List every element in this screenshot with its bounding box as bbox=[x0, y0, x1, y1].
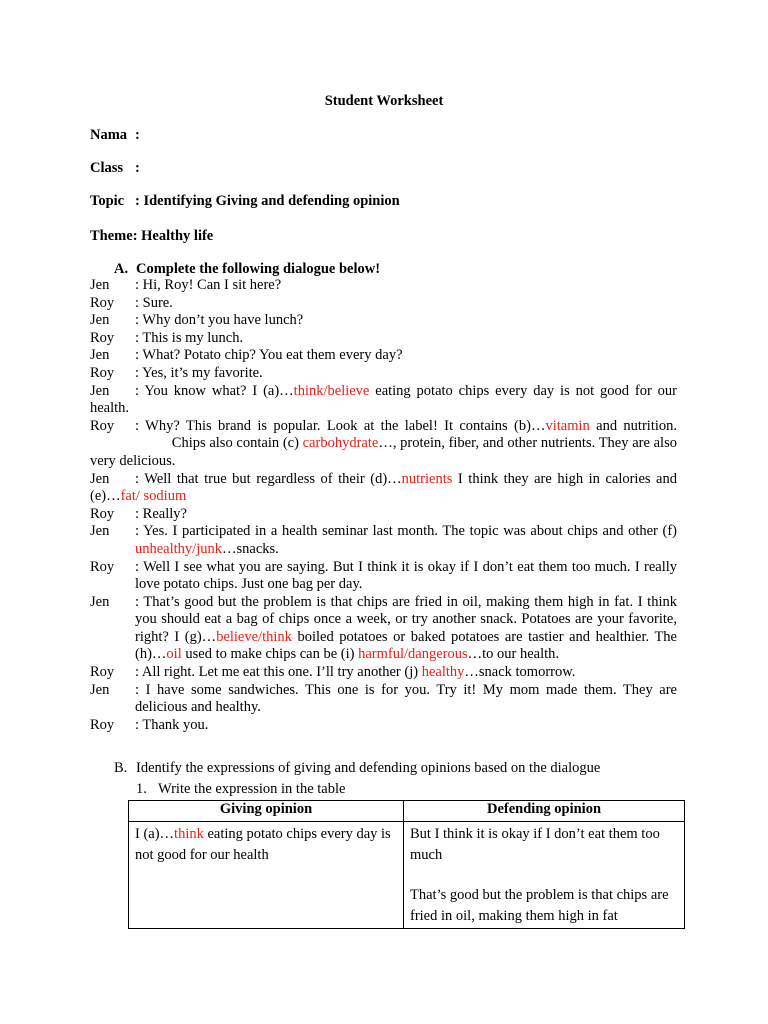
item-number: 1. bbox=[136, 781, 147, 797]
answer-text: carbohydrate bbox=[302, 435, 379, 452]
topic-colon: : bbox=[135, 193, 140, 209]
cell-gap bbox=[410, 865, 678, 885]
dialogue-text: : Why don’t you have lunch? bbox=[135, 312, 304, 329]
dialogue-text: : You know what? I (a)… bbox=[135, 382, 294, 399]
speaker-name: Roy bbox=[90, 664, 115, 681]
nama-row bbox=[90, 127, 140, 144]
defending-opinion-header: Defending opinion bbox=[404, 801, 685, 822]
dialogue-utterance bbox=[135, 523, 677, 558]
speaker-name: Jen bbox=[90, 277, 110, 293]
dialogue-utterance bbox=[135, 664, 677, 682]
section-a-text: Complete the following dialogue below! bbox=[136, 261, 381, 277]
dialogue-text: : That’s good but the problem is that chips are fried in oil, making them high in fat. I think you should eat a bag of chips once a week, or try another snack. Potatoes are your favorite, right? I (g)… bbox=[135, 593, 677, 645]
speaker-name: Roy bbox=[90, 417, 115, 434]
dialogue-text: used to make chips can be (i) bbox=[181, 646, 359, 663]
speaker-name: Roy bbox=[90, 364, 115, 381]
dialogue-line bbox=[90, 383, 677, 418]
section-b-text: Identify the expressions of giving and defending opinions based on the dialogue bbox=[136, 760, 601, 776]
defending-expression-2: That’s good but the problem is that chips are fried in oil, making them high in fat bbox=[410, 887, 669, 924]
dialogue-line bbox=[90, 523, 677, 558]
dialogue-utterance bbox=[90, 383, 677, 418]
dialogue-utterance bbox=[135, 365, 677, 383]
answer-text: nutrients bbox=[401, 470, 453, 487]
giving-opinion-cell bbox=[129, 822, 404, 929]
dialogue-text: : I have some sandwiches. This one is for you. Try it! My mom made them. They are delicious and healthy. bbox=[135, 681, 677, 716]
nama-label: Nama bbox=[90, 127, 128, 143]
dialogue-text: …snacks. bbox=[222, 540, 279, 557]
worksheet-title: Student Worksheet bbox=[324, 93, 444, 109]
dialogue-line bbox=[90, 312, 677, 330]
dialogue-utterance bbox=[135, 347, 677, 365]
topic-value: Identifying Giving and defending opinion bbox=[143, 193, 400, 209]
dialogue-text: eating potato chips every day is not good for our health. bbox=[90, 382, 677, 417]
speaker-name: Jen bbox=[90, 312, 110, 329]
dialogue-line bbox=[90, 682, 677, 717]
dialogue-line bbox=[90, 664, 677, 682]
speaker-name: Jen bbox=[90, 681, 110, 698]
defending-opinion-cell bbox=[404, 822, 685, 929]
dialogue-text: : All right. Let me eat this one. I’ll try another (j) bbox=[135, 664, 422, 681]
answer-text: believe/think bbox=[216, 628, 292, 645]
dialogue-utterance bbox=[135, 506, 677, 524]
dialogue-line bbox=[90, 295, 677, 313]
class-row bbox=[90, 160, 140, 177]
dialogue-line bbox=[90, 347, 677, 365]
dialogue-line bbox=[90, 506, 677, 524]
answer-text: think/believe bbox=[293, 382, 370, 399]
dialogue-text: : Why? This brand is popular. Look at the label! It contains (b)… bbox=[135, 417, 546, 434]
dialogue-text: : Well I see what you are saying. But I think it is okay if I don’t eat them too much. I really love potato chips. Just one bag per day. bbox=[135, 558, 677, 593]
theme-row bbox=[90, 228, 213, 245]
speaker-name: Roy bbox=[90, 294, 115, 311]
section-b-letter: B. bbox=[114, 760, 128, 776]
dialogue bbox=[90, 277, 677, 734]
dialogue-text: : Sure. bbox=[135, 294, 173, 311]
dialogue-text: : Well that true but regardless of their (d)… bbox=[135, 470, 402, 487]
table-row bbox=[129, 822, 685, 929]
dialogue-utterance bbox=[135, 277, 677, 295]
dialogue-line bbox=[90, 717, 677, 735]
speaker-name: Roy bbox=[90, 558, 115, 575]
dialogue-text: : What? Potato chip? You eat them every day? bbox=[135, 347, 403, 364]
dialogue-utterance bbox=[135, 717, 677, 735]
expression-table bbox=[128, 800, 685, 929]
dialogue-text: …to our health. bbox=[467, 646, 560, 663]
table-header-row bbox=[129, 801, 685, 822]
section-a-letter: A. bbox=[114, 261, 129, 277]
dialogue-line bbox=[90, 277, 677, 295]
dialogue-line bbox=[90, 418, 677, 471]
dialogue-line bbox=[90, 559, 677, 594]
item-text: Write the expression in the table bbox=[158, 781, 346, 797]
defending-expression-1: But I think it is okay if I don’t eat them too much bbox=[410, 826, 660, 863]
dialogue-utterance bbox=[135, 312, 677, 330]
dialogue-text: …snack tomorrow. bbox=[464, 664, 576, 681]
answer-text: harmful/dangerous bbox=[358, 646, 468, 663]
dialogue-utterance bbox=[135, 330, 677, 348]
dialogue-line bbox=[90, 365, 677, 383]
dialogue-text: : Thank you. bbox=[135, 716, 209, 733]
answer-text: healthy bbox=[421, 664, 465, 681]
speaker-name: Jen bbox=[90, 347, 110, 364]
dialogue-text: : This is my lunch. bbox=[135, 329, 244, 346]
answer-text: fat/ sodium bbox=[120, 488, 187, 505]
dialogue-utterance bbox=[135, 559, 677, 594]
dialogue-text: and nutrition. Chips also contain (c) bbox=[90, 417, 677, 452]
dialogue-line bbox=[90, 594, 677, 664]
dialogue-line bbox=[90, 471, 677, 506]
theme-colon: : bbox=[132, 228, 138, 244]
dialogue-text: I (a)… bbox=[135, 826, 175, 842]
answer-text: vitamin bbox=[545, 417, 590, 434]
speaker-name: Roy bbox=[90, 329, 115, 346]
giving-opinion-header: Giving opinion bbox=[129, 801, 404, 822]
dialogue-utterance bbox=[135, 594, 677, 664]
dialogue-text: boiled potatoes or baked potatoes are tastier and healthier. The (h)… bbox=[135, 628, 677, 663]
dialogue-text: eating potato chips every day is not good for our health bbox=[135, 826, 391, 863]
class-colon: : bbox=[135, 160, 140, 176]
dialogue-text: : Hi, Roy! Can I sit here? bbox=[135, 277, 282, 293]
answer-text: think bbox=[174, 826, 204, 842]
dialogue-text: : Really? bbox=[135, 505, 187, 522]
dialogue-utterance bbox=[135, 682, 677, 717]
dialogue-text: …, protein, fiber, and other nutrients. They are also very delicious. bbox=[90, 435, 677, 469]
answer-text: unhealthy/junk bbox=[135, 540, 222, 557]
dialogue-text: : Yes, it’s my favorite. bbox=[135, 364, 263, 381]
speaker-name: Roy bbox=[90, 505, 115, 522]
speaker-name: Jen bbox=[90, 593, 110, 610]
speaker-name: Jen bbox=[90, 523, 110, 540]
dialogue-text: I think they are high in calories and (e)… bbox=[90, 470, 677, 505]
speaker-name: Roy bbox=[90, 716, 115, 733]
dialogue-text: : Yes. I participated in a health seminar last month. The topic was about chips and other (f) bbox=[135, 523, 677, 540]
dialogue-utterance bbox=[90, 418, 677, 471]
theme-value: Healthy life bbox=[141, 228, 214, 244]
speaker-name: Jen bbox=[90, 382, 110, 399]
dialogue-line bbox=[90, 330, 677, 348]
theme-label: Theme bbox=[90, 228, 133, 244]
topic-row bbox=[90, 193, 400, 210]
class-label: Class bbox=[90, 160, 124, 176]
speaker-name: Jen bbox=[90, 470, 110, 487]
dialogue-utterance bbox=[90, 471, 677, 506]
topic-label: Topic bbox=[90, 193, 125, 209]
nama-colon: : bbox=[135, 127, 140, 143]
answer-text: oil bbox=[166, 646, 182, 663]
dialogue-utterance bbox=[135, 295, 677, 313]
